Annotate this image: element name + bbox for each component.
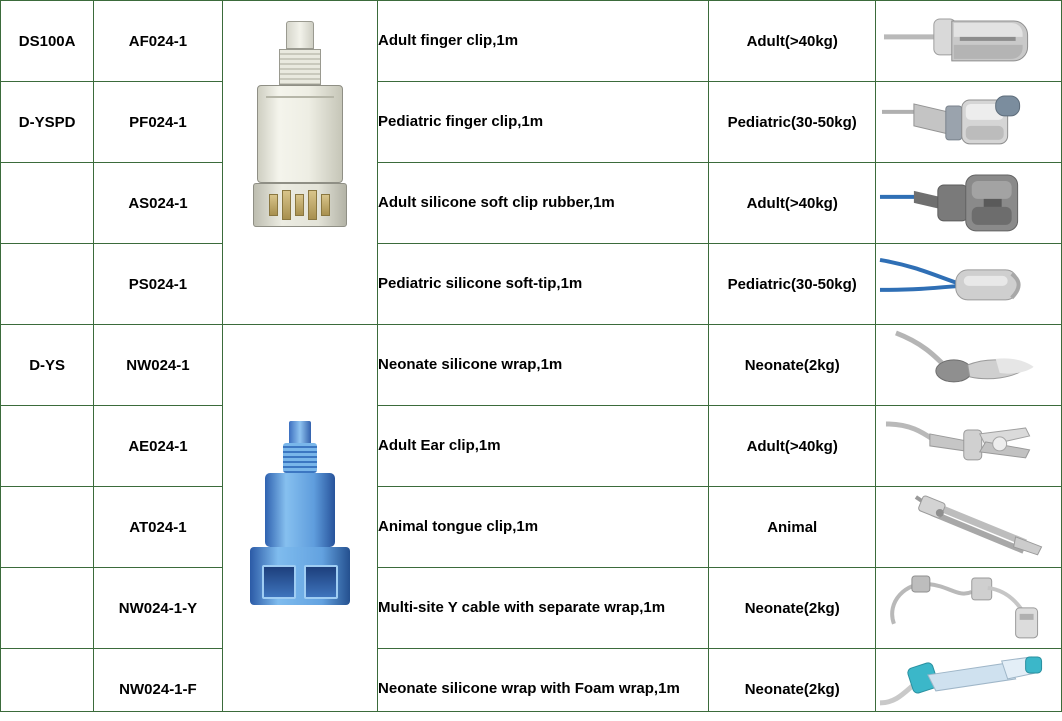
connector-face: [253, 183, 347, 227]
connector-strain-relief: [283, 443, 317, 473]
animal-tongue-clip-sensor: [876, 487, 1061, 567]
table-bottom-edge: [0, 711, 1062, 721]
cell-product-image: [876, 487, 1062, 568]
cell-description: Adult Ear clip,1m: [378, 406, 709, 487]
connector-cable: [289, 421, 311, 443]
pediatric-silicone-soft-tip-sensor: [876, 244, 1061, 324]
cell-patient-type: Pediatric(30-50kg): [708, 82, 875, 163]
cell-model: D-YSPD: [1, 82, 94, 163]
cell-patient-type: Adult(>40kg): [708, 406, 875, 487]
cell-description: Multi-site Y cable with separate wrap,1m: [378, 568, 709, 649]
white-db9-connector: [252, 21, 348, 227]
cell-product-image: [876, 568, 1062, 649]
cell-description: Pediatric silicone soft-tip,1m: [378, 244, 709, 325]
cell-patient-type: Adult(>40kg): [708, 163, 875, 244]
connector-cable: [286, 21, 314, 49]
cell-product-image: [876, 325, 1062, 406]
cell-description: Adult finger clip,1m: [378, 1, 709, 82]
table-row: [1, 82, 1062, 163]
cell-model: DS100A: [1, 1, 94, 82]
cell-part-number: NW024-1: [94, 325, 222, 406]
table-row: [1, 244, 1062, 325]
connector-pin: [321, 194, 330, 216]
table-row: [1, 163, 1062, 244]
multi-site-y-cable-sensor: [876, 568, 1061, 648]
connector-slot: [304, 565, 338, 599]
cell-patient-type: Neonate(2kg): [708, 568, 875, 649]
cell-description: Animal tongue clip,1m: [378, 487, 709, 568]
pediatric-finger-clip-sensor: [876, 82, 1061, 162]
cell-product-image: [876, 244, 1062, 325]
cell-model: [1, 244, 94, 325]
cell-description: Pediatric finger clip,1m: [378, 82, 709, 163]
cell-part-number: NW024-1-Y: [94, 568, 222, 649]
cell-description: Neonate silicone wrap,1m: [378, 325, 709, 406]
cell-connector-blue: [222, 325, 377, 721]
adult-silicone-soft-clip-sensor: [876, 163, 1061, 243]
cell-part-number: PF024-1: [94, 82, 222, 163]
cell-model: [1, 568, 94, 649]
table-row: [1, 325, 1062, 406]
cell-product-image: [876, 82, 1062, 163]
connector-body: [265, 473, 335, 547]
cell-part-number: AF024-1: [94, 1, 222, 82]
connector-face: [250, 547, 350, 605]
connector-pin: [282, 190, 291, 220]
neonate-silicone-wrap-sensor: [876, 325, 1061, 405]
cell-part-number: AE024-1: [94, 406, 222, 487]
table-row: [1, 568, 1062, 649]
cell-connector-white: [222, 1, 377, 325]
cell-model: D-YS: [1, 325, 94, 406]
cell-product-image: [876, 406, 1062, 487]
cell-product-image: [876, 1, 1062, 82]
cell-description: Adult silicone soft clip rubber,1m: [378, 163, 709, 244]
cell-model: [1, 487, 94, 568]
connector-slot: [262, 565, 296, 599]
adult-ear-clip-sensor: [876, 406, 1061, 486]
table-row: [1, 487, 1062, 568]
table-row: [1, 1, 1062, 82]
connector-pin: [295, 194, 304, 216]
cell-patient-type: Neonate(2kg): [708, 649, 875, 721]
connector-pin: [269, 194, 278, 216]
cell-patient-type: Adult(>40kg): [708, 1, 875, 82]
blue-db9-connector: [250, 421, 350, 605]
cell-part-number: PS024-1: [94, 244, 222, 325]
cell-description: Neonate silicone wrap with Foam wrap,1m: [378, 649, 709, 721]
connector-body: [257, 85, 343, 183]
cell-patient-type: Neonate(2kg): [708, 325, 875, 406]
connector-pin: [308, 190, 317, 220]
cell-model: [1, 163, 94, 244]
table-row: [1, 406, 1062, 487]
cell-part-number: AS024-1: [94, 163, 222, 244]
cell-model: [1, 406, 94, 487]
cell-product-image: [876, 163, 1062, 244]
cell-patient-type: Pediatric(30-50kg): [708, 244, 875, 325]
cell-part-number: AT024-1: [94, 487, 222, 568]
cell-patient-type: Animal: [708, 487, 875, 568]
cell-part-number: NW024-1-F: [94, 649, 222, 721]
connector-strain-relief: [279, 49, 321, 85]
adult-finger-clip-sensor: [876, 1, 1061, 81]
